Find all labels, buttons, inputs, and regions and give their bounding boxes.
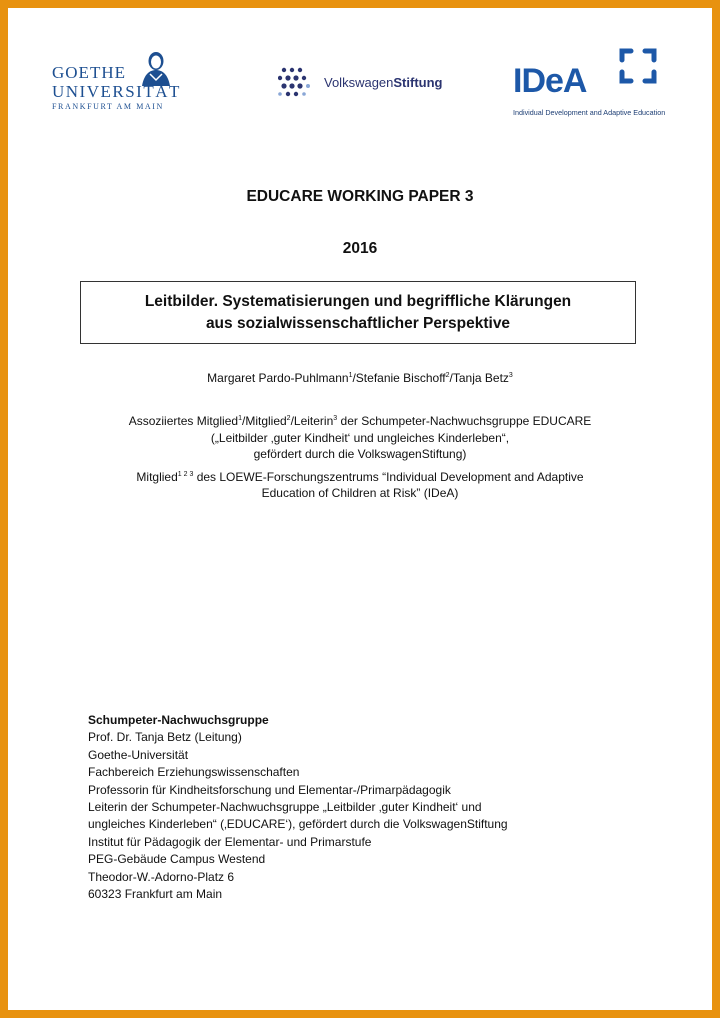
contact-group: Schumpeter-Nachwuchsgruppe [88,713,269,727]
member-part-2: des LOEWE-Forschungszentrums “Individual Development and Adaptive [193,469,584,484]
contact-line: Prof. Dr. Tanja Betz (Leitung) [88,730,242,745]
affil-sup-3: 3 [333,415,338,422]
volkswagenstiftung-logo [278,66,458,100]
vw-text-regular: Volkswagen [324,75,394,90]
affil-part-3: /Leiterin [290,414,334,428]
author-3: /Tanja Betz [449,371,509,385]
affil-part-4: der Schumpeter-Nachwuchsgruppe EDUCARE [337,414,592,428]
paper-year: 2016 [342,240,378,257]
vw-dots-icon [278,66,318,100]
affil-sup-2: 2 [286,415,291,422]
vw-text-bold: Stiftung [393,75,443,90]
affiliation-line-3: gefördert durch die VolkswagenStiftung) [253,447,467,461]
goethe-line1: GOETHE [52,63,126,82]
affil-part-1: Assoziiertes Mitglied [128,414,239,428]
paper-title: EDUCARE WORKING PAPER 3 [246,188,474,205]
author-1: Margaret Pardo-Puhlmann [207,371,349,385]
author-1-sup: 1 [348,372,353,379]
affiliations [8,413,712,502]
contact-line: 60323 Frankfurt am Main [88,887,223,902]
idea-brackets-icon [617,46,659,86]
contact-line: PEG-Gebäude Campus Westend [88,852,266,867]
idea-subtitle: Individual Development and Adaptive Education [513,108,666,117]
contact-line: Fachbereich Erziehungswissenschaften [88,765,300,780]
author-2-sup: 2 [445,372,450,379]
member-part-1: Mitglied [136,469,178,484]
contact-line: Goethe-Universität [88,747,189,762]
goethe-line2: UNIVERSITÄT [52,82,181,101]
subtitle-box [80,281,636,344]
idea-name: IDeA [513,62,587,100]
authors-line [8,371,712,385]
affil-sup-1: 1 [238,415,242,422]
contact-line: ungleiches Kinderleben“ (‚EDUCARE‘), gefördert durch die VolkswagenStiftung [88,817,508,832]
affil-part-2: /Mitglied [241,414,287,428]
subtitle-line-1: Leitbilder. Systematisierungen und begriffliche Klärungen [144,292,572,310]
subtitle-line-2: aus sozialwissenschaftlicher Perspektive [205,314,511,332]
affiliation-line-1 [8,413,712,430]
document-page [8,8,712,1010]
goethe-line3: FRANKFURT AM MAIN [52,102,164,111]
goethe-university-logo [52,50,182,122]
contact-line: Theodor-W.-Adorno-Platz 6 [88,869,235,884]
contact-line: Professorin für Kindheitsforschung und Elementar-/Primarpädagogik [88,782,451,797]
member-sup: 1 2 3 [177,470,194,478]
contact-line: Leiterin der Schumpeter-Nachwuchsgruppe „Leitbilder ‚guter Kindheit‘ und [88,800,482,815]
contact-block [88,712,688,903]
author-3-sup: 3 [508,372,513,379]
membership-line-2: Education of Children at Risk” (IDeA) [261,486,459,500]
author-2: /Stefanie Bischoff [352,371,446,385]
contact-line: Institut für Pädagogik der Elementar- und Primarstufe [88,834,372,849]
membership-line-1 [8,469,712,486]
affiliation-line-2: („Leitbilder ‚guter Kindheit‘ und ungleiches Kinderleben“, [210,430,510,445]
idea-logo [513,42,693,124]
